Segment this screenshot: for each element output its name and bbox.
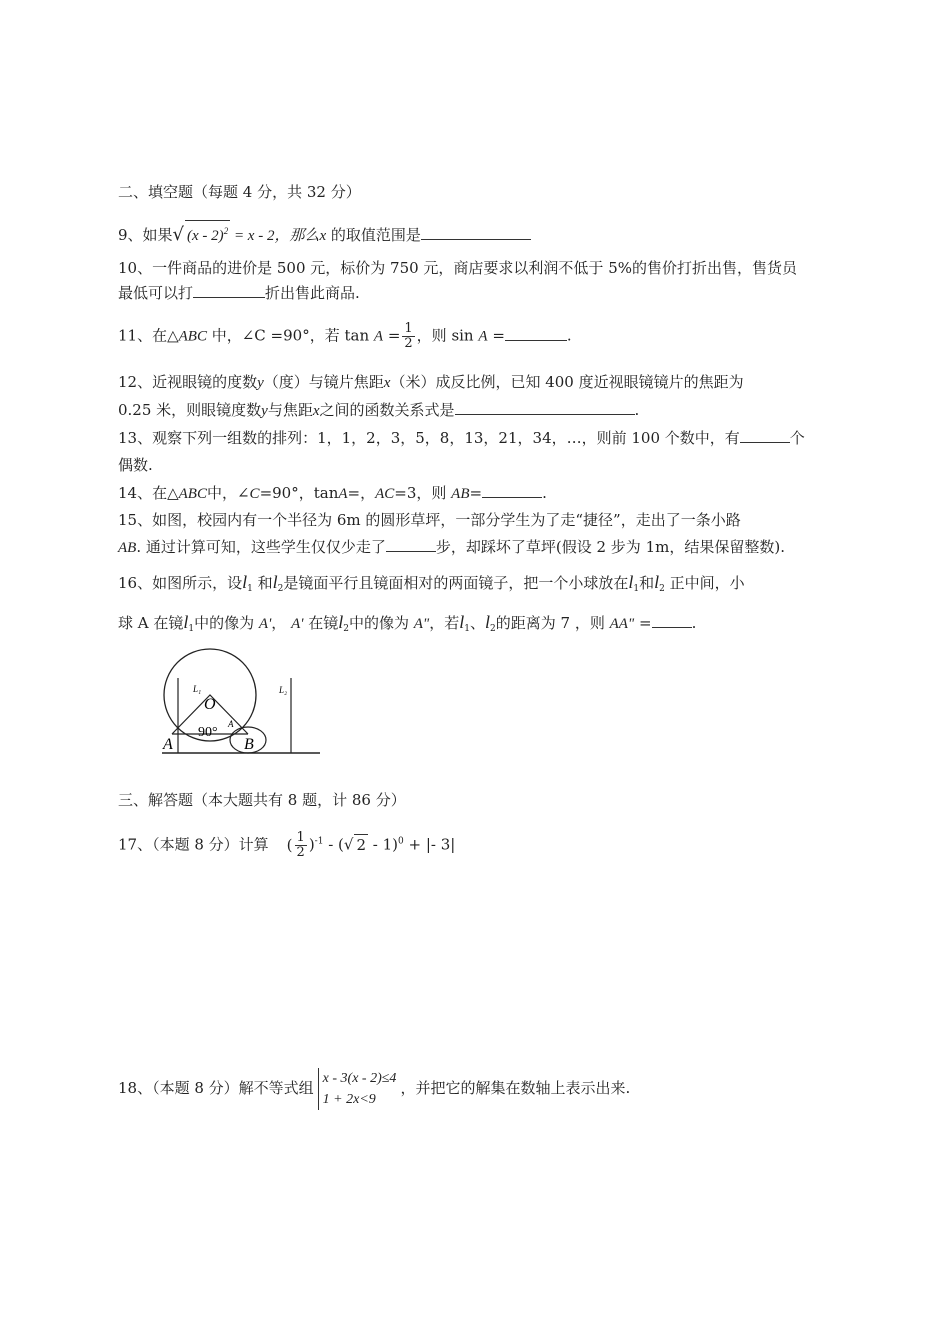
q14-text-d: =90°，tan <box>259 484 339 502</box>
q16-text-d: 和 <box>639 574 655 592</box>
q14-text-g: = <box>469 484 483 502</box>
answer-blank-14[interactable] <box>482 483 542 498</box>
q11-text-d: ，则 sin <box>416 326 479 345</box>
q14-text-b: 中，∠ <box>206 484 250 502</box>
q16-l2c: l <box>338 612 344 632</box>
section3-title: 三、解答题（本大题共有 8 题，计 86 分） <box>118 791 406 809</box>
question-12-line1 <box>118 372 744 393</box>
question-15-line2 <box>118 537 785 558</box>
q10-text-b: 折出售此商品. <box>265 284 360 302</box>
question-16-line2 <box>118 612 696 639</box>
q9-text-a: 9、如果 <box>118 226 173 244</box>
label-A-small: A <box>228 719 234 729</box>
q16-text-o: 、 <box>469 614 485 632</box>
q11-text-a: 11、在△ <box>118 326 179 345</box>
label-L1: L₁ <box>193 684 202 694</box>
q9-eq: = x - 2，那么 <box>230 228 320 244</box>
q14-C: C <box>249 486 260 502</box>
q16-text-m: 中的像为 <box>348 614 414 632</box>
answer-blank-9[interactable] <box>421 225 531 240</box>
q10-text-a: 最低可以打 <box>118 284 194 302</box>
answer-blank-10[interactable] <box>193 283 265 298</box>
q11-text-e: = <box>487 326 505 345</box>
circle-lawn-mirror-figure <box>160 648 330 760</box>
q12-x2: x <box>312 403 320 419</box>
q16-sub2d: 2 <box>490 624 496 634</box>
q16-period: . <box>691 614 697 632</box>
q12-text-a: 12、近视眼镜的度数 <box>118 373 258 391</box>
question-17 <box>118 831 455 860</box>
q18-text-b: ，并把它的解集在数轴上表示出来. <box>400 1079 631 1097</box>
q16-sub2b: 2 <box>659 584 665 594</box>
q16-text-h: ， <box>271 614 292 632</box>
q12-y2: y <box>261 403 268 419</box>
q18-ineq1: x - 3(x - 2)≤4 <box>322 1071 397 1086</box>
label-angle: 90° <box>198 725 218 740</box>
q15-text-b: 步，却踩坏了草坪(假设 2 步为 1m，结果保留整数). <box>435 538 785 556</box>
q16-Adouble: A" <box>413 616 430 632</box>
q14-abc: ABC <box>178 486 207 502</box>
q12-text-f: 之间的函数关系式是 <box>319 401 455 419</box>
q17-fraction: $\frac{1}{2}$ <box>296 830 305 860</box>
q15-AB: AB <box>118 540 137 556</box>
question-10-line2 <box>118 283 360 303</box>
sqrt-sign: √ <box>172 224 185 245</box>
q12-text-d: 0.25 米，则眼镜度数 <box>118 401 262 419</box>
q16-l1d: l <box>459 612 465 632</box>
q16-l1: l <box>242 572 248 592</box>
q11-abc: ABC <box>178 328 207 345</box>
q16-text-c: 是镜面平行且镜面相对的两面镜子，把一个小球放在 <box>283 574 629 592</box>
q16-sub1d: 1 <box>464 624 470 634</box>
q9-radicand: (x - 2)$^2$ <box>185 220 230 246</box>
q16-sub2: 2 <box>277 584 284 594</box>
q16-text-f: 球 A 在镜 <box>118 614 184 632</box>
q17-text-d: + |- 3| <box>403 835 456 854</box>
q16-sub1c: 1 <box>188 624 195 634</box>
q16-sub1b: 1 <box>633 584 640 594</box>
q17-radicand: 2 <box>356 835 367 854</box>
label-A: A <box>163 736 173 753</box>
question-10-line1: 10、一件商品的进价是 500 元，标价为 750 元，商店要求以利润不低于 5%的售价打折出售，售货员 <box>118 259 797 277</box>
q16-text-b: 和 <box>252 574 273 592</box>
q14-text-e: =， <box>347 484 376 502</box>
answer-blank-16[interactable] <box>652 613 692 628</box>
q16-text-n: ，若 <box>429 614 460 632</box>
q12-period: . <box>634 401 640 419</box>
q16-text-g: 中的像为 <box>194 614 259 632</box>
q12-y: y <box>257 375 264 391</box>
q14-A: A <box>338 486 348 502</box>
answer-blank-13[interactable] <box>740 428 790 443</box>
q11-A2: A <box>478 328 488 345</box>
q15-text-a: . 通过计算可知，这些学生仅仅少走了 <box>136 538 386 556</box>
question-14 <box>118 483 547 504</box>
question-11 <box>118 322 572 351</box>
q14-text-a: 14、在△ <box>118 484 179 502</box>
section2-title: 二、填空题（每题 4 分，共 32 分） <box>118 183 361 201</box>
answer-blank-15[interactable] <box>386 537 436 552</box>
question-13-line2: 偶数. <box>118 456 153 474</box>
q16-l1b: l <box>628 572 634 592</box>
q14-AB: AB <box>451 486 470 502</box>
q16-l2b: l <box>654 572 660 592</box>
question-16-line1 <box>118 572 745 599</box>
q16-Aprime2: A' <box>291 616 304 632</box>
q11-text-c: = <box>383 326 401 345</box>
q16-text-q: = <box>634 614 652 632</box>
q17-text-b: - ( <box>323 835 344 854</box>
question-15-line1: 15、如图，校园内有一个半径为 6m 的圆形草坪，一部分学生为了走“捷径”，走出了一条小路 <box>118 511 741 529</box>
q16-text-k: 在镜 <box>303 614 339 632</box>
q18-inequality-system <box>318 1068 397 1110</box>
q9-x: x <box>319 228 327 244</box>
q14-text-f: =3，则 <box>394 484 452 502</box>
q17-paren-close: ) <box>308 835 315 854</box>
q17-text-a: 17、（本题 8 分）计算 <box>118 835 269 854</box>
q16-AAdouble: AA" <box>609 616 635 632</box>
q16-sub2c: 2 <box>343 624 349 634</box>
q16-text-e: 正中间，小 <box>664 574 745 592</box>
q16-Aprime: A' <box>258 616 272 632</box>
q16-l2d: l <box>485 612 491 632</box>
q9-text-b: 的取值范围是 <box>326 226 421 244</box>
label-L2: L₂ <box>279 685 288 695</box>
label-B: B <box>244 736 254 753</box>
q17-exp1: -1 <box>314 836 324 847</box>
q13-tail: 个 <box>789 429 805 447</box>
q16-text-p: 的距离为 7 ，则 <box>495 614 610 632</box>
q11-period: . <box>566 326 572 345</box>
q14-AC: AC <box>375 486 395 502</box>
q17-text-c: - 1) <box>368 835 399 854</box>
q12-text-c: （米）成反比例，已知 400 度近视眼镜镜片的焦距为 <box>390 373 744 391</box>
q12-text-b: （度）与镜片焦距 <box>263 373 384 391</box>
q11-fraction: $\frac{1}{2}$ <box>404 321 413 351</box>
q11-A: A <box>373 328 384 345</box>
question-9 <box>118 220 531 246</box>
q16-sub1: 1 <box>247 584 253 594</box>
label-O: O <box>204 696 216 713</box>
q16-l2: l <box>272 572 278 592</box>
answer-blank-12[interactable] <box>455 400 635 415</box>
q12-x: x <box>383 375 391 391</box>
q18-ineq2: 1 + 2x<9 <box>322 1092 376 1107</box>
q18-text-a: 18、（本题 8 分）解不等式组 <box>118 1079 314 1097</box>
q12-text-e: 与焦距 <box>267 401 313 419</box>
question-13-line1 <box>118 428 805 448</box>
q16-text-a: 16、如图所示，设 <box>118 574 243 592</box>
q16-l1c: l <box>183 612 189 632</box>
answer-blank-11[interactable] <box>505 326 567 341</box>
q17-exp0: 0 <box>398 836 404 847</box>
q17-paren-open: ( <box>286 835 293 854</box>
question-18 <box>118 1068 630 1110</box>
q17-sqrt-sign: √ <box>343 835 354 854</box>
q14-period: . <box>542 484 547 502</box>
q11-text-b: 中，∠C =90°，若 tan <box>206 326 374 345</box>
q13-text: 13、观察下列一组数的排列：1，1，2，3，5，8，13，21，34，…，则前 100 个数中，有 <box>118 429 740 447</box>
question-12-line2 <box>118 400 639 421</box>
